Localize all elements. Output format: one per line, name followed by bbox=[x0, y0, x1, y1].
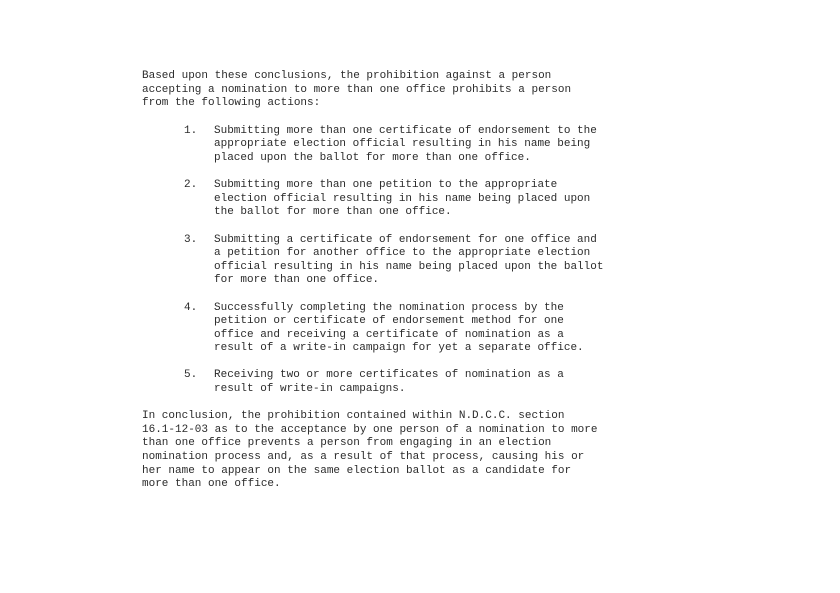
conclusion-paragraph: In conclusion, the prohibition contained within N.D.C.C. section 16.1-12-03 as to the acceptance by one person of a nomination to more than one office prevents a person from engaging in an election nomination process and, as a result of that process, causing his or her name to appear on the same election ballot as a candidate for more than one office. bbox=[142, 410, 598, 491]
list-item-number: 1. bbox=[184, 124, 198, 137]
list-item-text: Submitting a certificate of endorsement for one office and a petition for another office to the appropriate election official resulting in his name being placed upon the ballot for more than one office. bbox=[214, 233, 604, 287]
list-item-text: Submitting more than one petition to the appropriate election official resulting in his name being placed upon the ballot for more than one office. bbox=[214, 179, 591, 219]
list-item bbox=[142, 179, 662, 220]
list-item bbox=[142, 369, 662, 396]
list-item bbox=[142, 125, 662, 166]
list-item-text: Successfully completing the nomination process by the petition or certificate of endorsement method for one office and receiving a certificate of nomination as a result of a write-in campaign for yet a separate office. bbox=[214, 301, 584, 355]
list-item-number: 2. bbox=[184, 179, 198, 192]
list-item-number: 3. bbox=[184, 233, 198, 246]
list-item bbox=[142, 234, 662, 288]
list-item-number: 4. bbox=[184, 301, 198, 314]
document-page bbox=[142, 70, 662, 492]
intro-paragraph: Based upon these conclusions, the prohibition against a person accepting a nomination to more than one office prohibits a person from the following actions: bbox=[142, 70, 572, 110]
list-item bbox=[142, 302, 662, 356]
prohibited-actions-list bbox=[142, 125, 662, 397]
list-item-text: Submitting more than one certificate of endorsement to the appropriate election official resulting in his name being placed upon the ballot for more than one office. bbox=[214, 124, 597, 164]
list-item-number: 5. bbox=[184, 369, 198, 382]
list-item-text: Receiving two or more certificates of nomination as a result of write-in campaigns. bbox=[214, 369, 564, 396]
